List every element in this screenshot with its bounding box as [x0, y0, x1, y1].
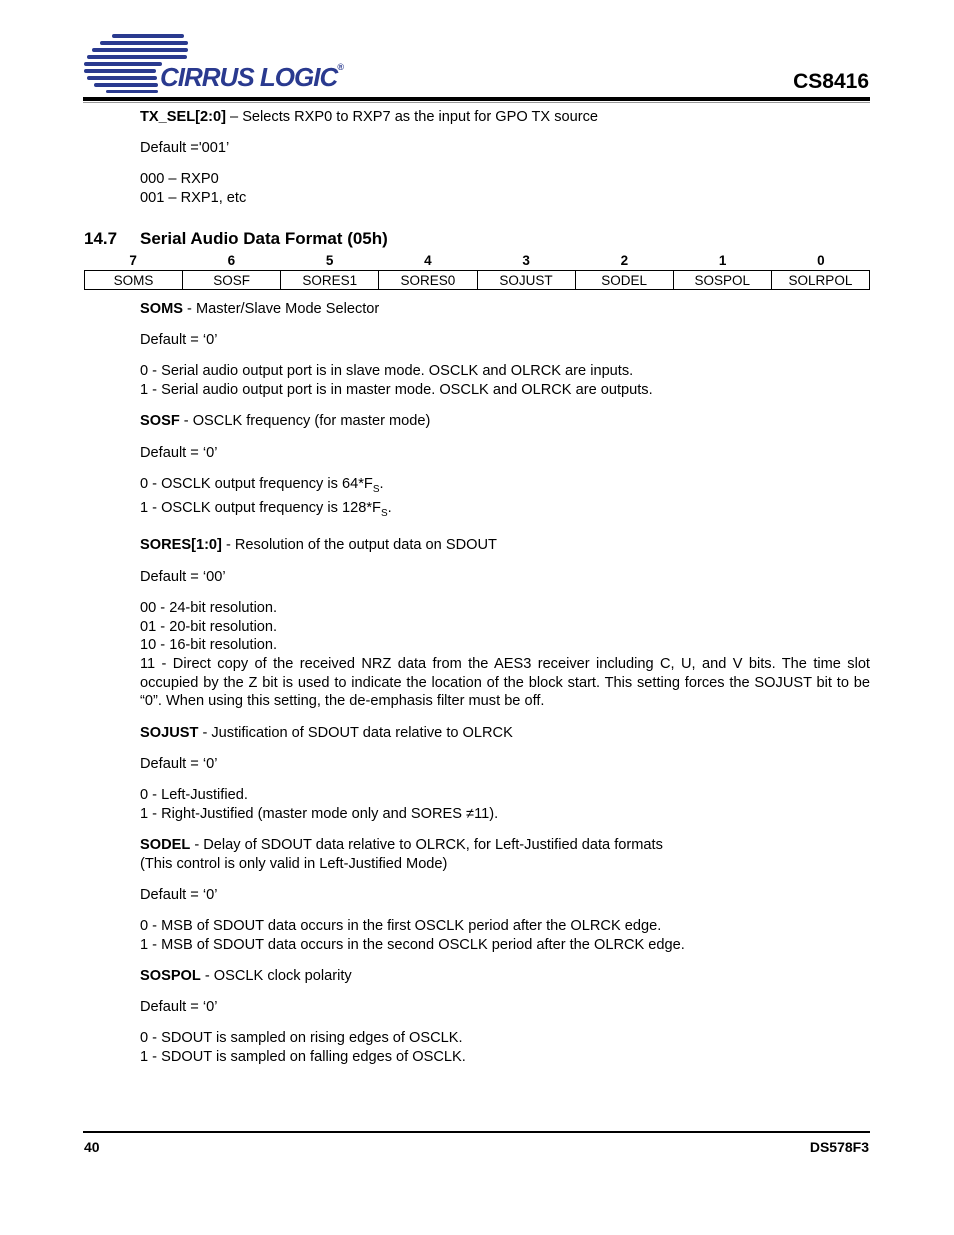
register-field: SOLRPOL [771, 271, 869, 290]
register-field: SOMS [85, 271, 183, 290]
register-field: SOSF [183, 271, 281, 290]
section-title: 14.7 Serial Audio Data Format (05h) [84, 229, 388, 248]
sojust-heading: SOJUST - Justification of SDOUT data relative to OLRCK [140, 724, 513, 741]
soms-default: Default = ‘0’ [140, 332, 218, 349]
sodel-note: (This control is only valid in Left-Justified Mode) [140, 855, 448, 872]
soms-option: 0 - Serial audio output port is in slave mode. OSCLK and OLRCK are inputs. [140, 363, 634, 380]
field-descriptions [140, 300, 870, 1067]
footer-rule [83, 1131, 870, 1133]
register-bit-numbers [84, 253, 870, 268]
sores-option: 01 - 20-bit resolution. [140, 618, 278, 635]
sojust-option: 1 - Right-Justified (master mode only and SORES ≠11). [140, 805, 499, 822]
txsel-block [140, 108, 870, 208]
header-rule-thin [83, 102, 870, 103]
bit-number: 5 [325, 253, 334, 268]
bit-number: 4 [424, 253, 432, 268]
sojust-default: Default = ‘0’ [140, 755, 218, 772]
sores-heading: SORES[1:0] - Resolution of the output data on SDOUT [140, 537, 497, 554]
table-row [85, 271, 870, 290]
bit-number: 0 [817, 253, 825, 268]
bit-number: 7 [129, 253, 137, 268]
header-rule [83, 97, 870, 101]
register-field: SORES1 [281, 271, 379, 290]
register-table [84, 270, 870, 290]
sospol-default: Default = ‘0’ [140, 999, 218, 1016]
register-field: SODEL [575, 271, 673, 290]
txsel-option: 001 – RXP1, etc [140, 190, 247, 207]
sores-default: Default = ‘00’ [140, 568, 226, 585]
page-number: 40 [84, 1139, 100, 1155]
soms-heading: SOMS - Master/Slave Mode Selector [140, 301, 380, 317]
sosf-option: 0 - OSCLK output frequency is $64*F_S$. [140, 475, 384, 495]
sodel-heading: SODEL - Delay of SDOUT data relative to OLRCK, for Left-Justified data formats [140, 836, 663, 853]
sodel-default: Default = ‘0’ [140, 886, 218, 903]
sojust-option: 0 - Left-Justified. [140, 786, 248, 803]
register-field: SOJUST [477, 271, 575, 290]
bit-number: 2 [620, 253, 629, 268]
sosf-heading: SOSF - OSCLK frequency (for master mode) [140, 413, 431, 430]
sospol-option: 1 - SDOUT is sampled on falling edges of OSCLK. [140, 1049, 466, 1065]
txsel-default: Default ='001’ [140, 140, 230, 157]
bit-number: 1 [718, 253, 727, 268]
bit-number: 6 [227, 253, 236, 268]
part-number: CS8416 [793, 70, 869, 93]
register-field: SORES0 [379, 271, 477, 290]
sodel-option: 0 - MSB of SDOUT data occurs in the first OSCLK period after the OLRCK edge. [140, 917, 662, 934]
sores-option: 00 - 24-bit resolution. [140, 599, 278, 616]
bit-number: 3 [522, 253, 530, 268]
sores-option: 10 - 16-bit resolution. [140, 637, 278, 654]
soms-option: 1 - Serial audio output port is in master mode. OSCLK and OLRCK are outputs. [140, 382, 653, 399]
txsel-heading: TX_SEL[2:0] – Selects RXP0 to RXP7 as the input for GPO TX source [140, 109, 599, 125]
txsel-option: 000 – RXP0 [140, 171, 219, 188]
sospol-heading: SOSPOL - OSCLK clock polarity [140, 967, 352, 984]
sodel-option: 1 - MSB of SDOUT data occurs in the second OSCLK period after the OLRCK edge. [140, 936, 685, 953]
sospol-option: 0 - SDOUT is sampled on rising edges of OSCLK. [140, 1030, 463, 1047]
logo-wordmark: CIRRUS LOGIC® [160, 62, 343, 92]
sores-option: 11 - Direct copy of the received NRZ data from the AES3 receiver including C, U, and V bits. The time slot occupied by the Z bit is used to indicate the location of the block start. This setting forces the SOJUST bit to be “0”. When using this setting, the de-emphasis filter must be off. [140, 655, 870, 710]
document-id: DS578F3 [809, 1139, 869, 1155]
register-field: SOSPOL [673, 271, 771, 290]
sosf-default: Default = ‘0’ [140, 444, 218, 461]
sosf-option: 1 - OSCLK output frequency is $128*F_S$. [140, 500, 392, 520]
